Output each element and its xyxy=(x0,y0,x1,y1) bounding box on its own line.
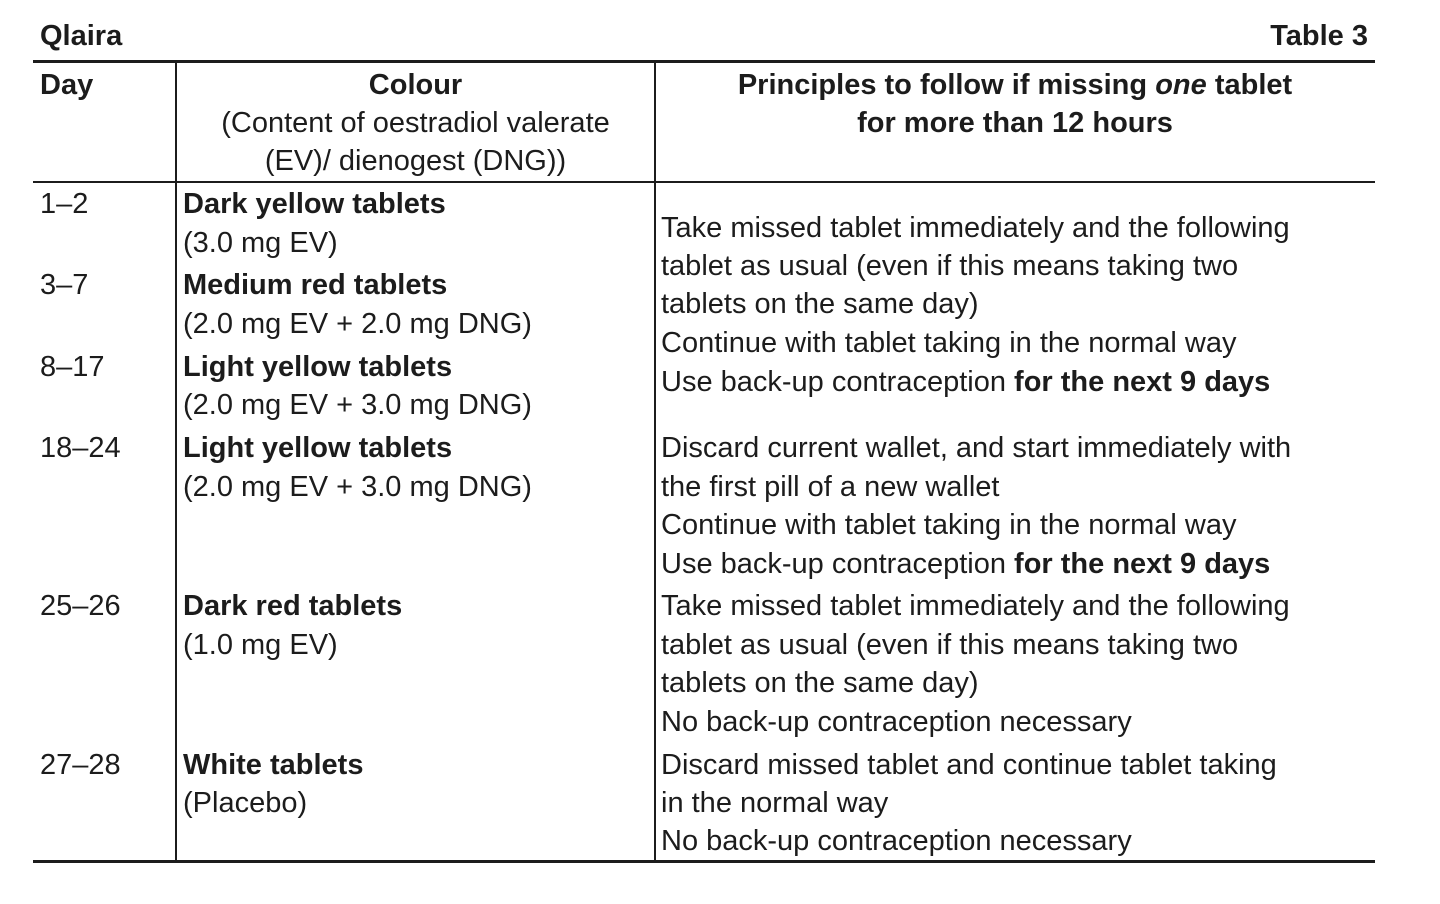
content-cell: (2.0 mg EV + 3.0 mg DNG) xyxy=(183,471,532,503)
header-bottom-rule xyxy=(33,181,1375,183)
content-cell: (2.0 mg EV + 2.0 mg DNG) xyxy=(183,308,532,340)
day-column-header: Day xyxy=(40,69,94,101)
colour-cell: Medium red tablets xyxy=(183,269,448,301)
principles-column-header xyxy=(656,68,1374,102)
content-cell: (1.0 mg EV) xyxy=(183,629,338,661)
principle-line: No back-up contraception necessary xyxy=(661,706,1132,738)
principles-header-part1: Principles to follow if missing xyxy=(737,69,1148,101)
day-cell: 8–17 xyxy=(40,351,105,383)
day-cell: 27–28 xyxy=(40,749,121,781)
colour-column-subtitle-1: (Content of oestradiol valerate xyxy=(221,107,610,139)
principle-line: tablets on the same day) xyxy=(661,667,979,699)
principles-header-part2: tablet xyxy=(1214,69,1293,101)
colour-cell: Dark red tablets xyxy=(183,590,403,622)
content-cell: (2.0 mg EV + 3.0 mg DNG) xyxy=(183,389,532,421)
principles-column-header-line2: for more than 12 hours xyxy=(857,107,1173,139)
day-cell: 25–26 xyxy=(40,590,121,622)
colour-cell: Dark yellow tablets xyxy=(183,188,446,220)
principle-line: tablet as usual (even if this means taking two xyxy=(661,250,1239,282)
principle-line: tablets on the same day) xyxy=(661,288,979,320)
principle-emphasis: for the next 9 days xyxy=(1014,366,1271,398)
principle-text: Use back-up contraception xyxy=(661,366,1006,398)
principle-line: tablet as usual (even if this means taking two xyxy=(661,629,1239,661)
principle-line: Continue with tablet taking in the normal way xyxy=(661,509,1237,541)
column-divider-2 xyxy=(654,62,656,861)
content-cell: (Placebo) xyxy=(183,787,308,819)
content-cell: (3.0 mg EV) xyxy=(183,227,338,259)
table-bottom-rule xyxy=(33,860,1375,863)
colour-column-header: Colour xyxy=(368,69,463,101)
principle-line: the first pill of a new wallet xyxy=(661,471,1000,503)
column-divider-1 xyxy=(175,62,177,861)
day-cell: 1–2 xyxy=(40,188,89,220)
colour-column-subtitle-2: (EV)/ dienogest (DNG)) xyxy=(264,145,567,177)
colour-cell: Light yellow tablets xyxy=(183,351,453,383)
day-cell: 18–24 xyxy=(40,432,121,464)
table-label: Table 3 xyxy=(1270,20,1368,52)
principle-line: Discard missed tablet and continue tablet taking xyxy=(661,749,1277,781)
principle-line xyxy=(661,365,1270,399)
principle-line: Take missed tablet immediately and the following xyxy=(661,590,1290,622)
colour-cell: White tablets xyxy=(183,749,364,781)
principle-line: No back-up contraception necessary xyxy=(661,825,1132,857)
principle-line: Continue with tablet taking in the normal way xyxy=(661,327,1237,359)
colour-cell: Light yellow tablets xyxy=(183,432,453,464)
table-top-rule xyxy=(33,60,1375,63)
principle-line: Discard current wallet, and start immediately with xyxy=(661,432,1292,464)
day-cell: 3–7 xyxy=(40,269,89,301)
principle-line xyxy=(661,547,1270,581)
document-title: Qlaira xyxy=(40,20,123,52)
principles-header-italic: one xyxy=(1155,69,1207,101)
principle-line: in the normal way xyxy=(661,787,889,819)
principle-emphasis: for the next 9 days xyxy=(1014,548,1271,580)
principle-text: Use back-up contraception xyxy=(661,548,1006,580)
principle-line: Take missed tablet immediately and the following xyxy=(661,212,1290,244)
